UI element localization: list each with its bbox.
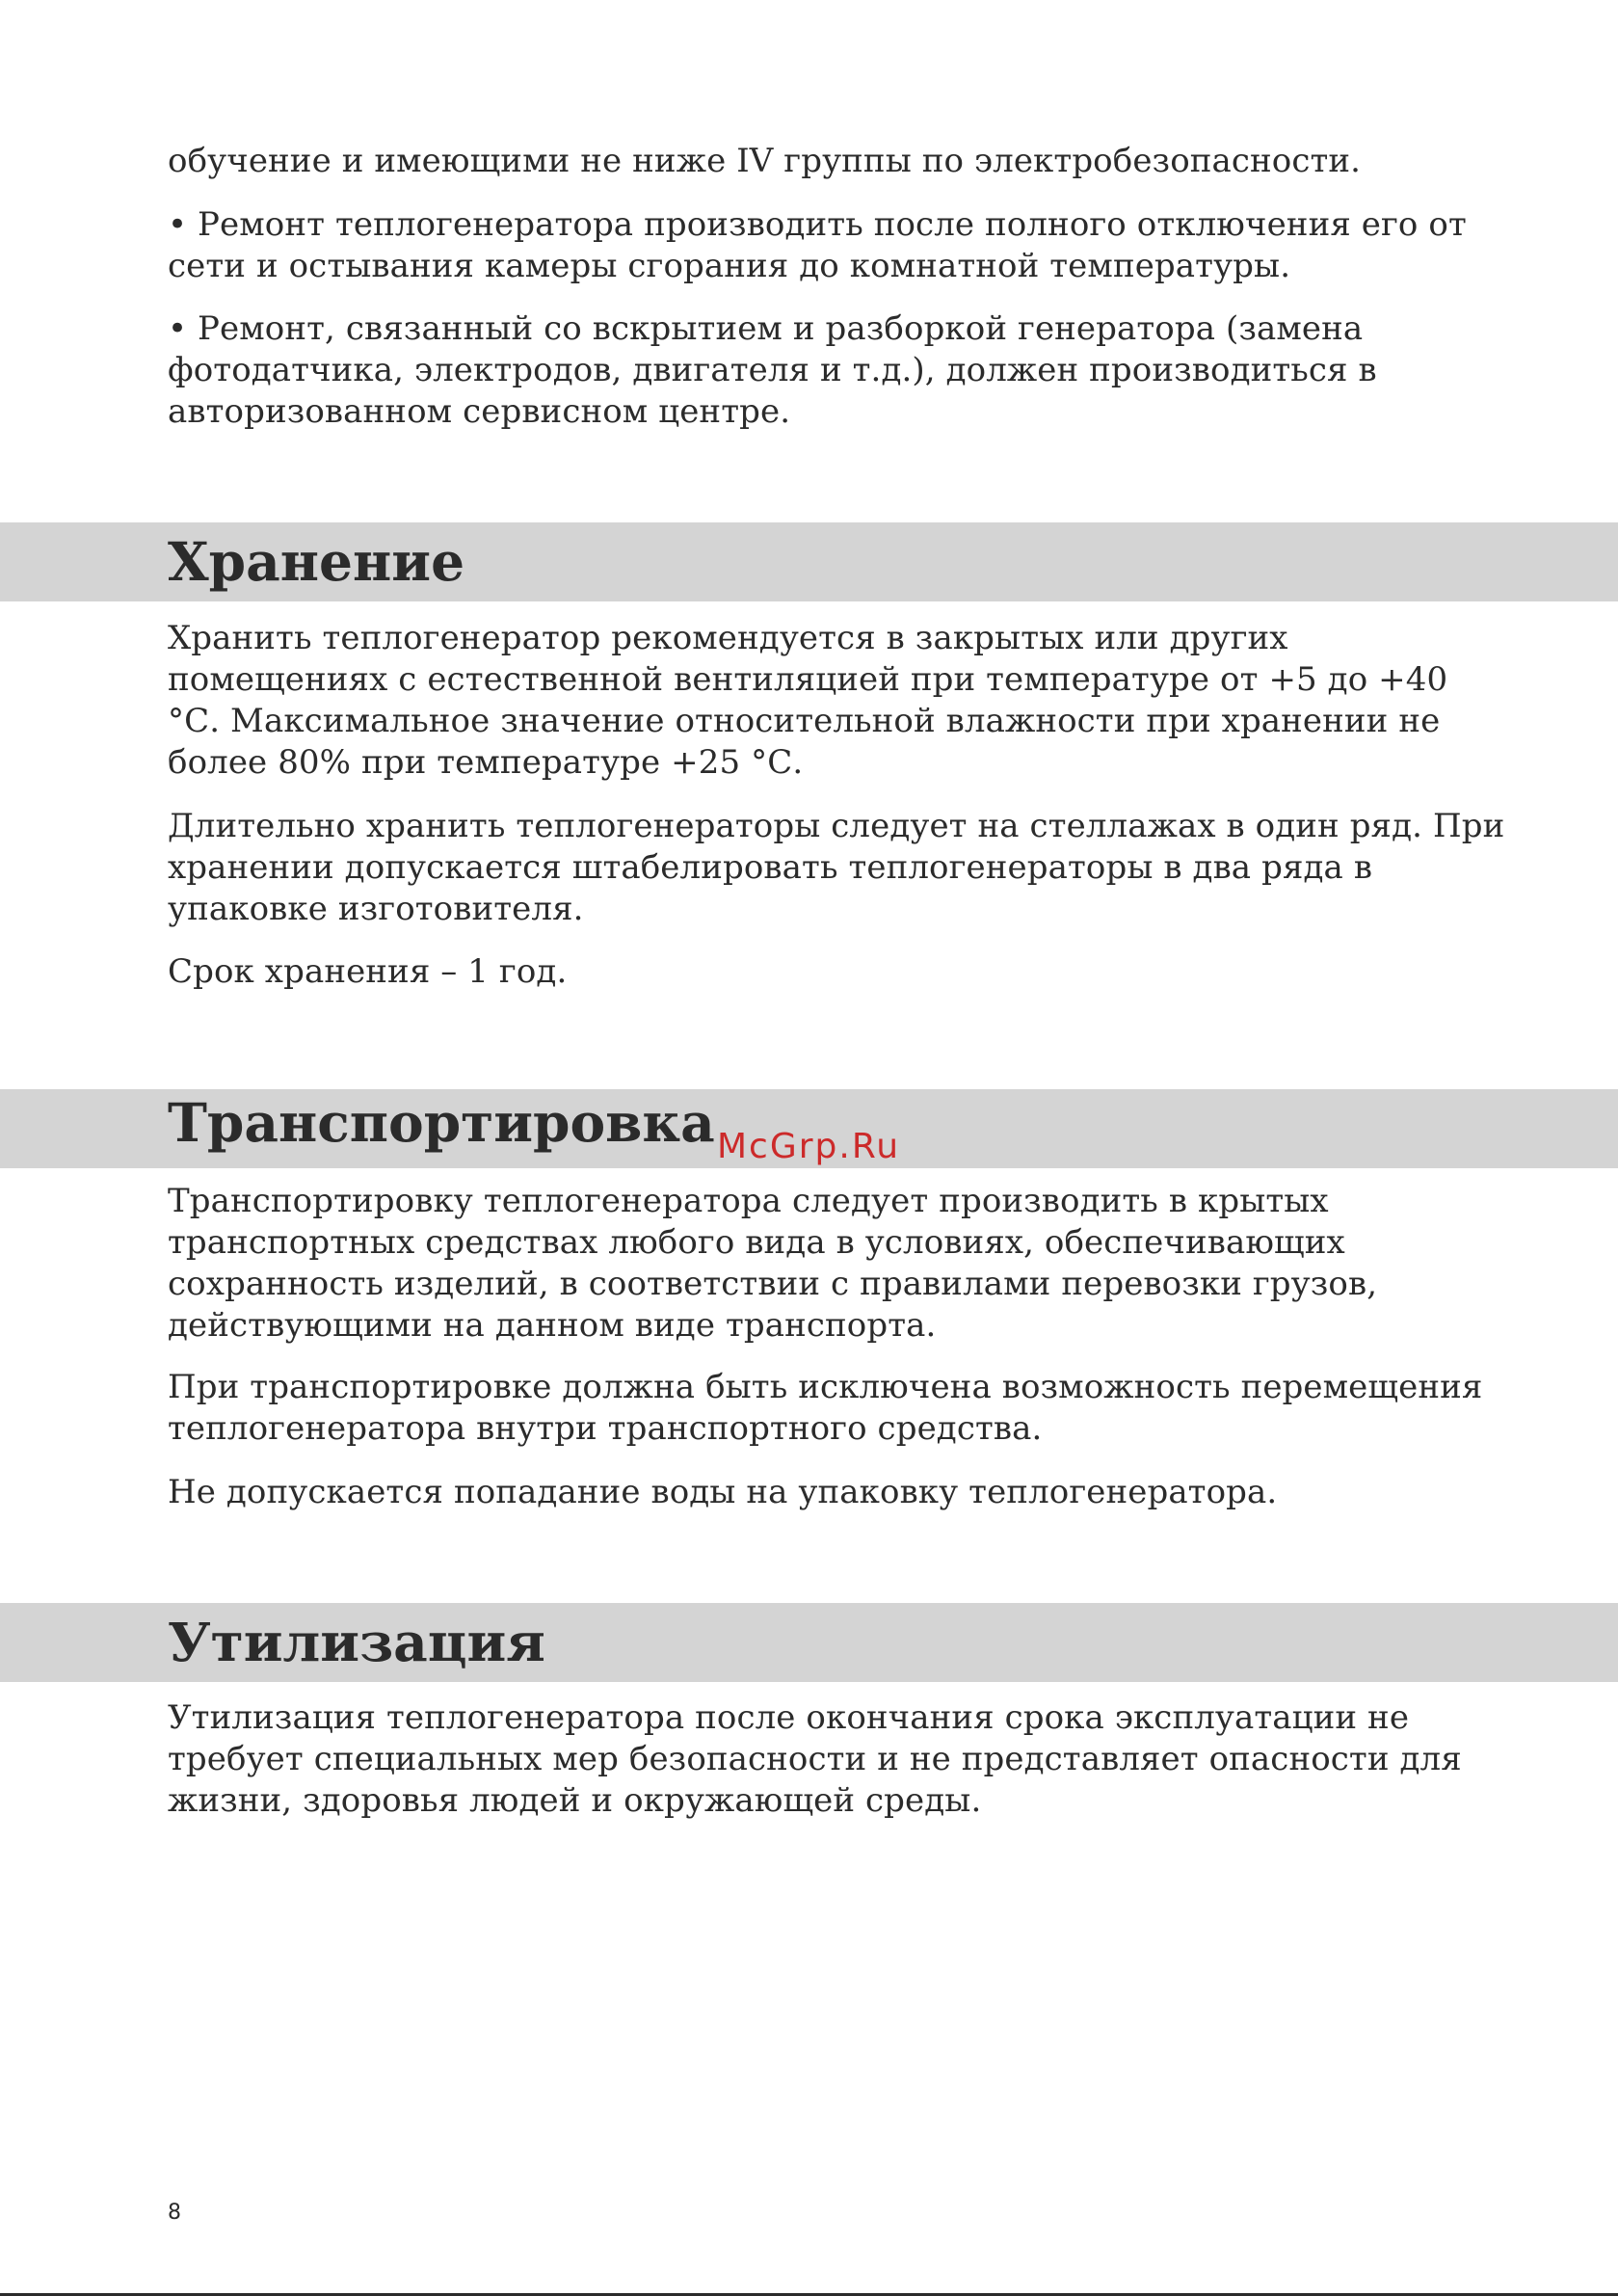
storage-paragraph-2: Длительно хранить теплогенераторы следует на стеллажах в один ряд. При хранении допускается штабелировать теплогенераторы в два ряда в упаковке изготовителя.: [168, 807, 1505, 928]
intro-paragraph-1: обучение и имеющими не ниже IV группы по электробезопасности.: [168, 142, 1362, 180]
disposal-paragraph-1: Утилизация теплогенератора после окончания срока эксплуатации не требует специальных мер безопасности и не представляет опасности для жизни, здоровья людей и окружающей среды.: [168, 1698, 1462, 1820]
intro-paragraph-2: • Ремонт теплогенератора производить после полного отключения его от сети и остывания камеры сгорания до комнатной температуры.: [168, 205, 1467, 285]
transport-paragraph-1: Транспортировку теплогенератора следует производить в крытых транспортных средствах любого вида в условиях, обеспечивающих сохранность изделий, в соответствии с правилами перевозки грузов, действующими на данном виде транспорта.: [168, 1182, 1378, 1345]
watermark-text: McGrp.Ru: [717, 1127, 901, 1166]
page-number: 8: [168, 2201, 181, 2225]
disposal-section-title: Утилизация: [168, 1611, 545, 1673]
transport-paragraph-3: Не допускается попадание воды на упаковку теплогенератора.: [168, 1473, 1278, 1511]
transport-paragraph-2: При транспортировке должна быть исключена возможность перемещения теплогенератора внутри транспортного средства.: [168, 1368, 1483, 1448]
storage-paragraph-3: Срок хранения – 1 год.: [168, 952, 568, 991]
storage-paragraph-1: Хранить теплогенератор рекомендуется в закрытых или других помещениях с естественной вентиляцией при температуре от +5 до +40 °С. Максимальное значение относительной влажности при хранении не более 80% при температуре +25 °С.: [168, 619, 1448, 782]
transport-section-title: Транспортировка: [168, 1091, 715, 1154]
intro-paragraph-3: • Ремонт, связанный со вскрытием и разборкой генератора (замена фотодатчика, электродов, двигателя и т.д.), должен производиться в авторизованном сервисном центре.: [168, 309, 1377, 431]
storage-section-title: Хранение: [168, 530, 465, 593]
